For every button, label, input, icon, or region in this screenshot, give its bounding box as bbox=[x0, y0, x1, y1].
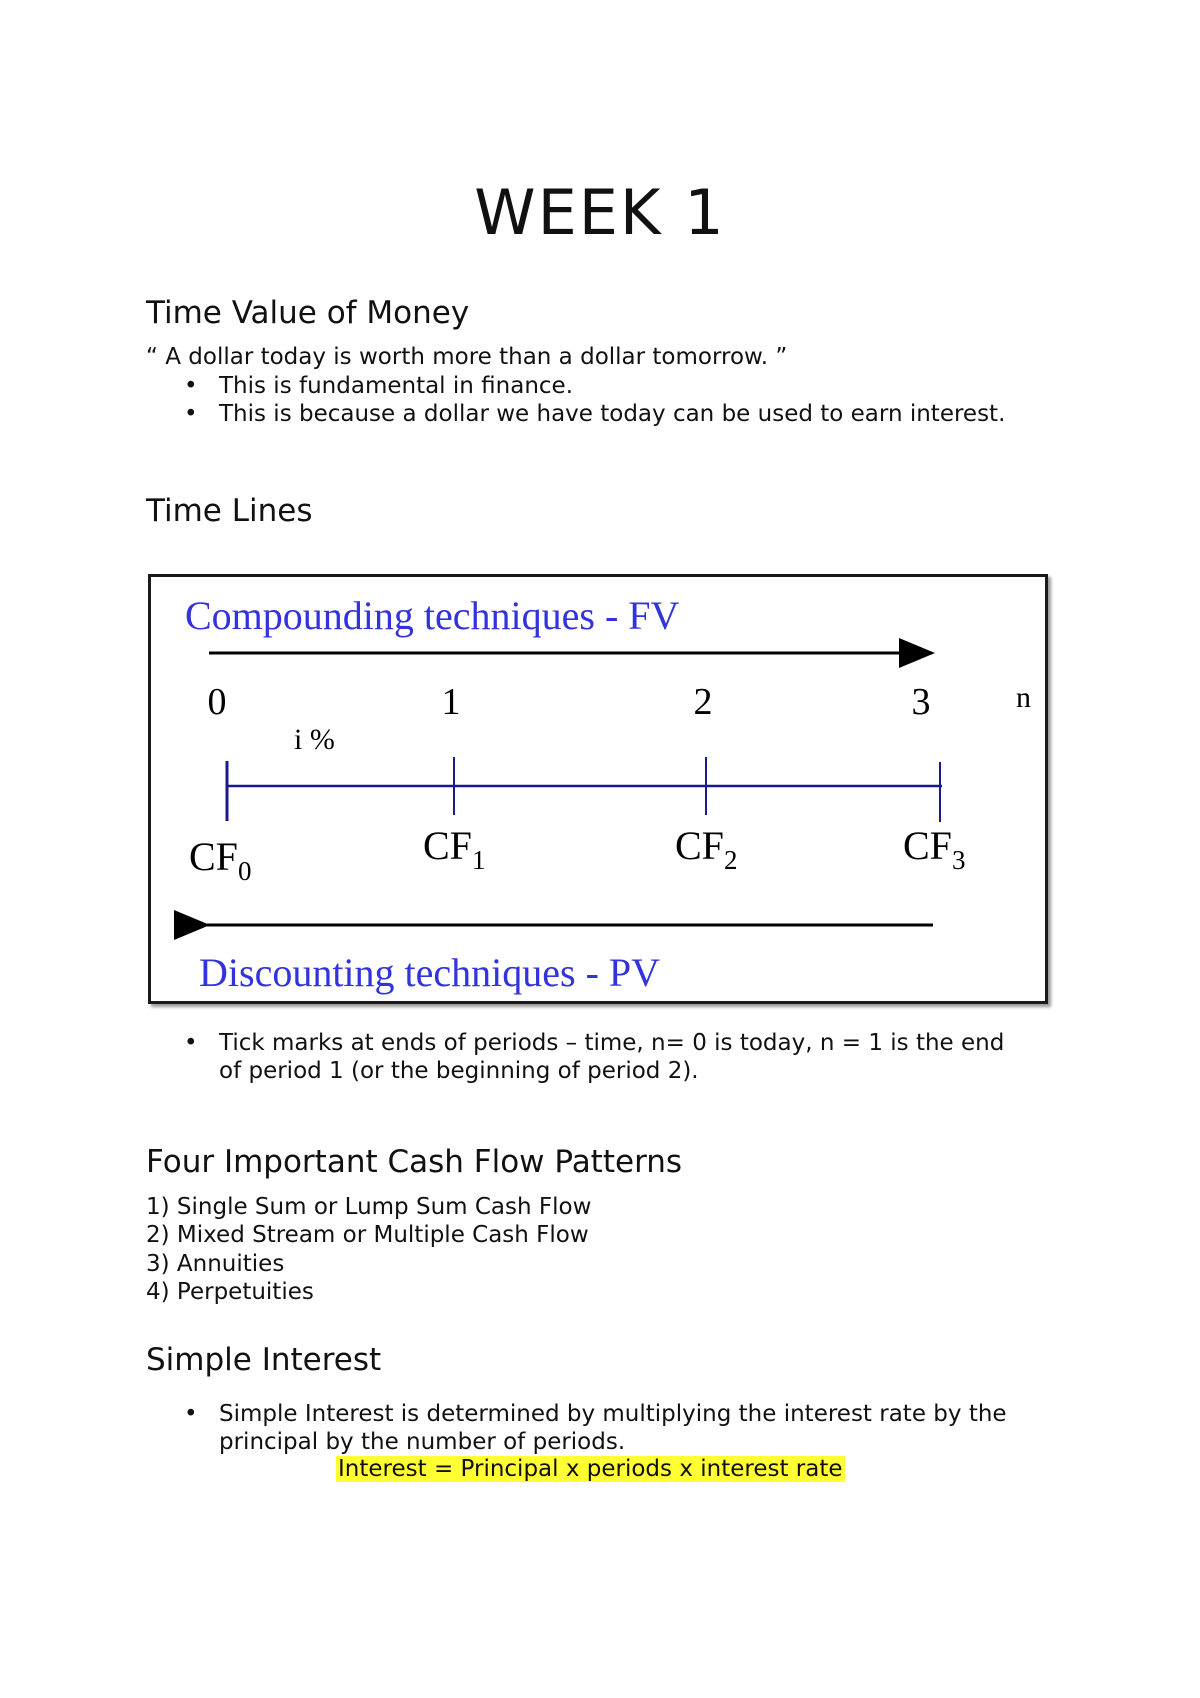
interest-formula bbox=[336, 1456, 845, 1482]
cash-flow-label-0: $CF_0$ bbox=[189, 834, 252, 886]
pattern-item-1: 1) Single Sum or Lump Sum Cash Flow bbox=[146, 1194, 592, 1220]
heading-time-value-of-money: Time Value of Money bbox=[146, 295, 470, 331]
bullet-icon: • bbox=[184, 373, 198, 399]
heading-time-lines: Time Lines bbox=[146, 493, 313, 529]
bullet-icon: • bbox=[184, 1030, 198, 1056]
tvm-bullet-2: This is because a dollar we have today can be used to earn interest. bbox=[219, 401, 1006, 427]
pattern-item-4: 4) Perpetuities bbox=[146, 1279, 314, 1305]
pattern-item-2: 2) Mixed Stream or Multiple Cash Flow bbox=[146, 1222, 589, 1248]
cash-flow-label-1: $CF_1$ bbox=[423, 823, 486, 875]
period-label-2: 2 bbox=[693, 681, 713, 723]
page-title: WEEK 1 bbox=[474, 176, 726, 249]
pattern-item-3: 3) Annuities bbox=[146, 1251, 285, 1277]
heading-cash-flow-patterns: Four Important Cash Flow Patterns bbox=[146, 1144, 683, 1180]
bullet-icon: • bbox=[184, 1401, 198, 1427]
timeline-note-line-1: Tick marks at ends of periods – time, n= 0 is today, n = 1 is the end bbox=[219, 1030, 1005, 1056]
compounding-label: Compounding techniques - FV bbox=[185, 593, 680, 638]
cash-flow-label-3: $CF_3$ bbox=[903, 823, 966, 875]
discounting-label: Discounting techniques - PV bbox=[199, 950, 661, 995]
simple-interest-text-line-1: Simple Interest is determined by multiplying the interest rate by the bbox=[219, 1401, 1007, 1427]
quote-text: “ A dollar today is worth more than a dollar tomorrow. ” bbox=[146, 344, 788, 370]
simple-interest-text-line-2: principal by the number of periods. bbox=[219, 1429, 626, 1455]
period-label-1: 1 bbox=[441, 681, 461, 723]
cash-flow-label-2: $CF_2$ bbox=[675, 823, 738, 875]
tvm-bullet-1: This is fundamental in finance. bbox=[219, 373, 574, 399]
bullet-icon: • bbox=[184, 401, 198, 427]
period-label-3: 3 bbox=[911, 681, 931, 723]
n-label: n bbox=[1016, 681, 1031, 714]
rate-label: i % bbox=[294, 723, 335, 756]
timeline-diagram bbox=[148, 574, 1048, 1004]
period-label-0: 0 bbox=[207, 681, 227, 723]
heading-simple-interest: Simple Interest bbox=[146, 1342, 382, 1378]
timeline-note-line-2: of period 1 (or the beginning of period 2). bbox=[219, 1058, 699, 1084]
formula-highlight: Interest = Principal x periods x interest rate bbox=[338, 1456, 843, 1482]
